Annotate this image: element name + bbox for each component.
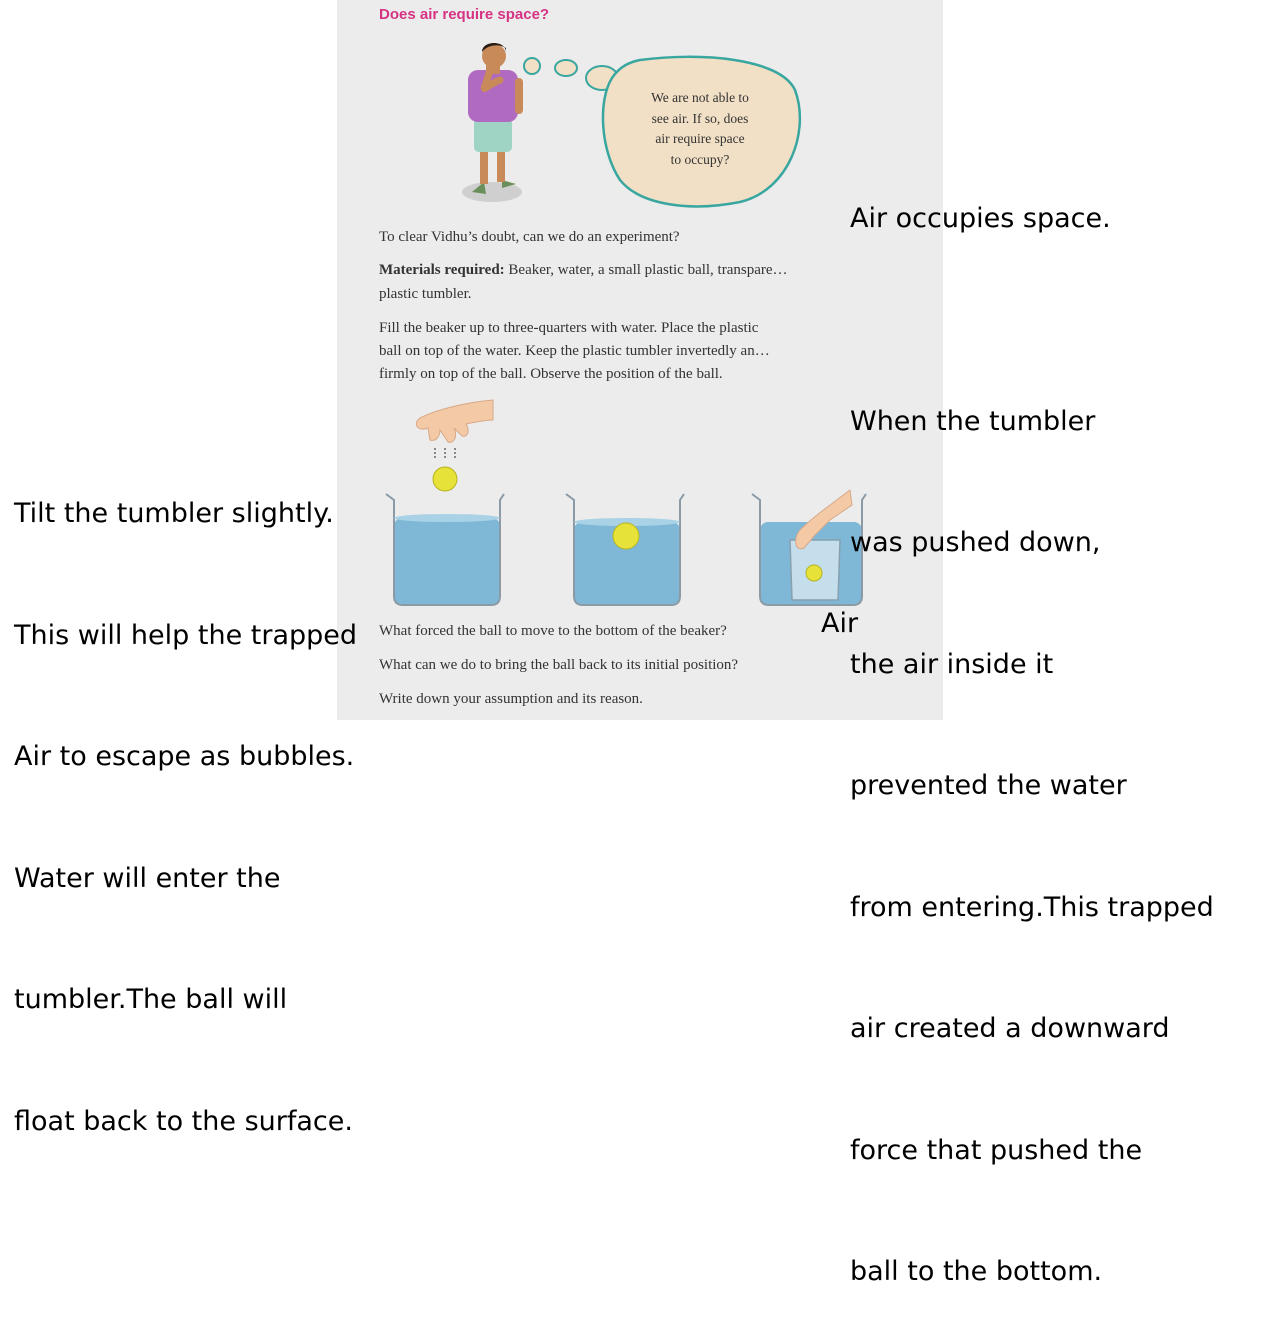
materials-line-2: plastic tumbler. — [379, 286, 472, 302]
bubble-line: to occupy? — [670, 151, 730, 167]
page-heading: Does air require space? — [379, 6, 550, 23]
overlay-line: the air inside it — [850, 648, 1054, 680]
overlay-line: Tilt the tumbler slightly. — [14, 498, 334, 529]
beaker-2 — [566, 494, 684, 605]
question-3: Write down your assumption and its reason. — [379, 691, 643, 707]
bubble-line: see air. If so, does — [651, 110, 749, 126]
overlay-line: float back to the surface. — [14, 1105, 353, 1137]
hand-illustration — [416, 400, 493, 491]
overlay-line: tumbler.The ball will — [14, 984, 288, 1015]
beaker-1 — [386, 494, 504, 605]
boy-thinking-illustration — [462, 43, 523, 202]
procedure-line-3: firmly on top of the ball. Observe the position of the ball. — [379, 366, 723, 382]
overlay-line: from entering.This trapped — [850, 891, 1214, 923]
overlay-line: was pushed down, — [850, 527, 1101, 558]
materials-list: Beaker, water, a small plastic ball, transpare… — [504, 262, 788, 278]
overlay-line: Air to escape as bubbles. — [14, 741, 355, 772]
overlay-right-annotation — [850, 118, 1214, 1333]
air-label: Air — [821, 608, 859, 639]
overlay-line: force that pushed the — [850, 1134, 1143, 1166]
bubble-line: We are not able to — [651, 90, 749, 105]
overlay-line: This will help the trapped — [14, 619, 358, 651]
overlay-line: Air occupies space. — [850, 203, 1111, 234]
overlay-line: prevented the water — [850, 770, 1127, 801]
overlay-left-annotation — [14, 413, 357, 1183]
question-1: What forced the ball to move to the bottom of the beaker? — [379, 623, 727, 639]
materials-label: Materials required: — [379, 262, 505, 278]
procedure-line-1: Fill the beaker up to three-quarters with water. Place the plastic — [379, 320, 759, 336]
overlay-line: When the tumbler — [850, 405, 1096, 437]
intro-text: To clear Vidhu’s doubt, can we do an experiment? — [379, 229, 680, 245]
question-2: What can we do to bring the ball back to its initial position? — [379, 657, 739, 673]
thought-bubble-text — [620, 88, 780, 170]
materials-line-1 — [379, 259, 864, 281]
overlay-line: air created a downward — [850, 1013, 1170, 1044]
overlay-line: Water will enter the — [14, 862, 281, 894]
procedure-line-2: ball on top of the water. Keep the plastic tumbler invertedly an… — [379, 343, 770, 359]
overlay-line: ball to the bottom. — [850, 1256, 1103, 1287]
bubble-line: air require space — [655, 131, 745, 146]
beaker-3 — [752, 490, 866, 605]
